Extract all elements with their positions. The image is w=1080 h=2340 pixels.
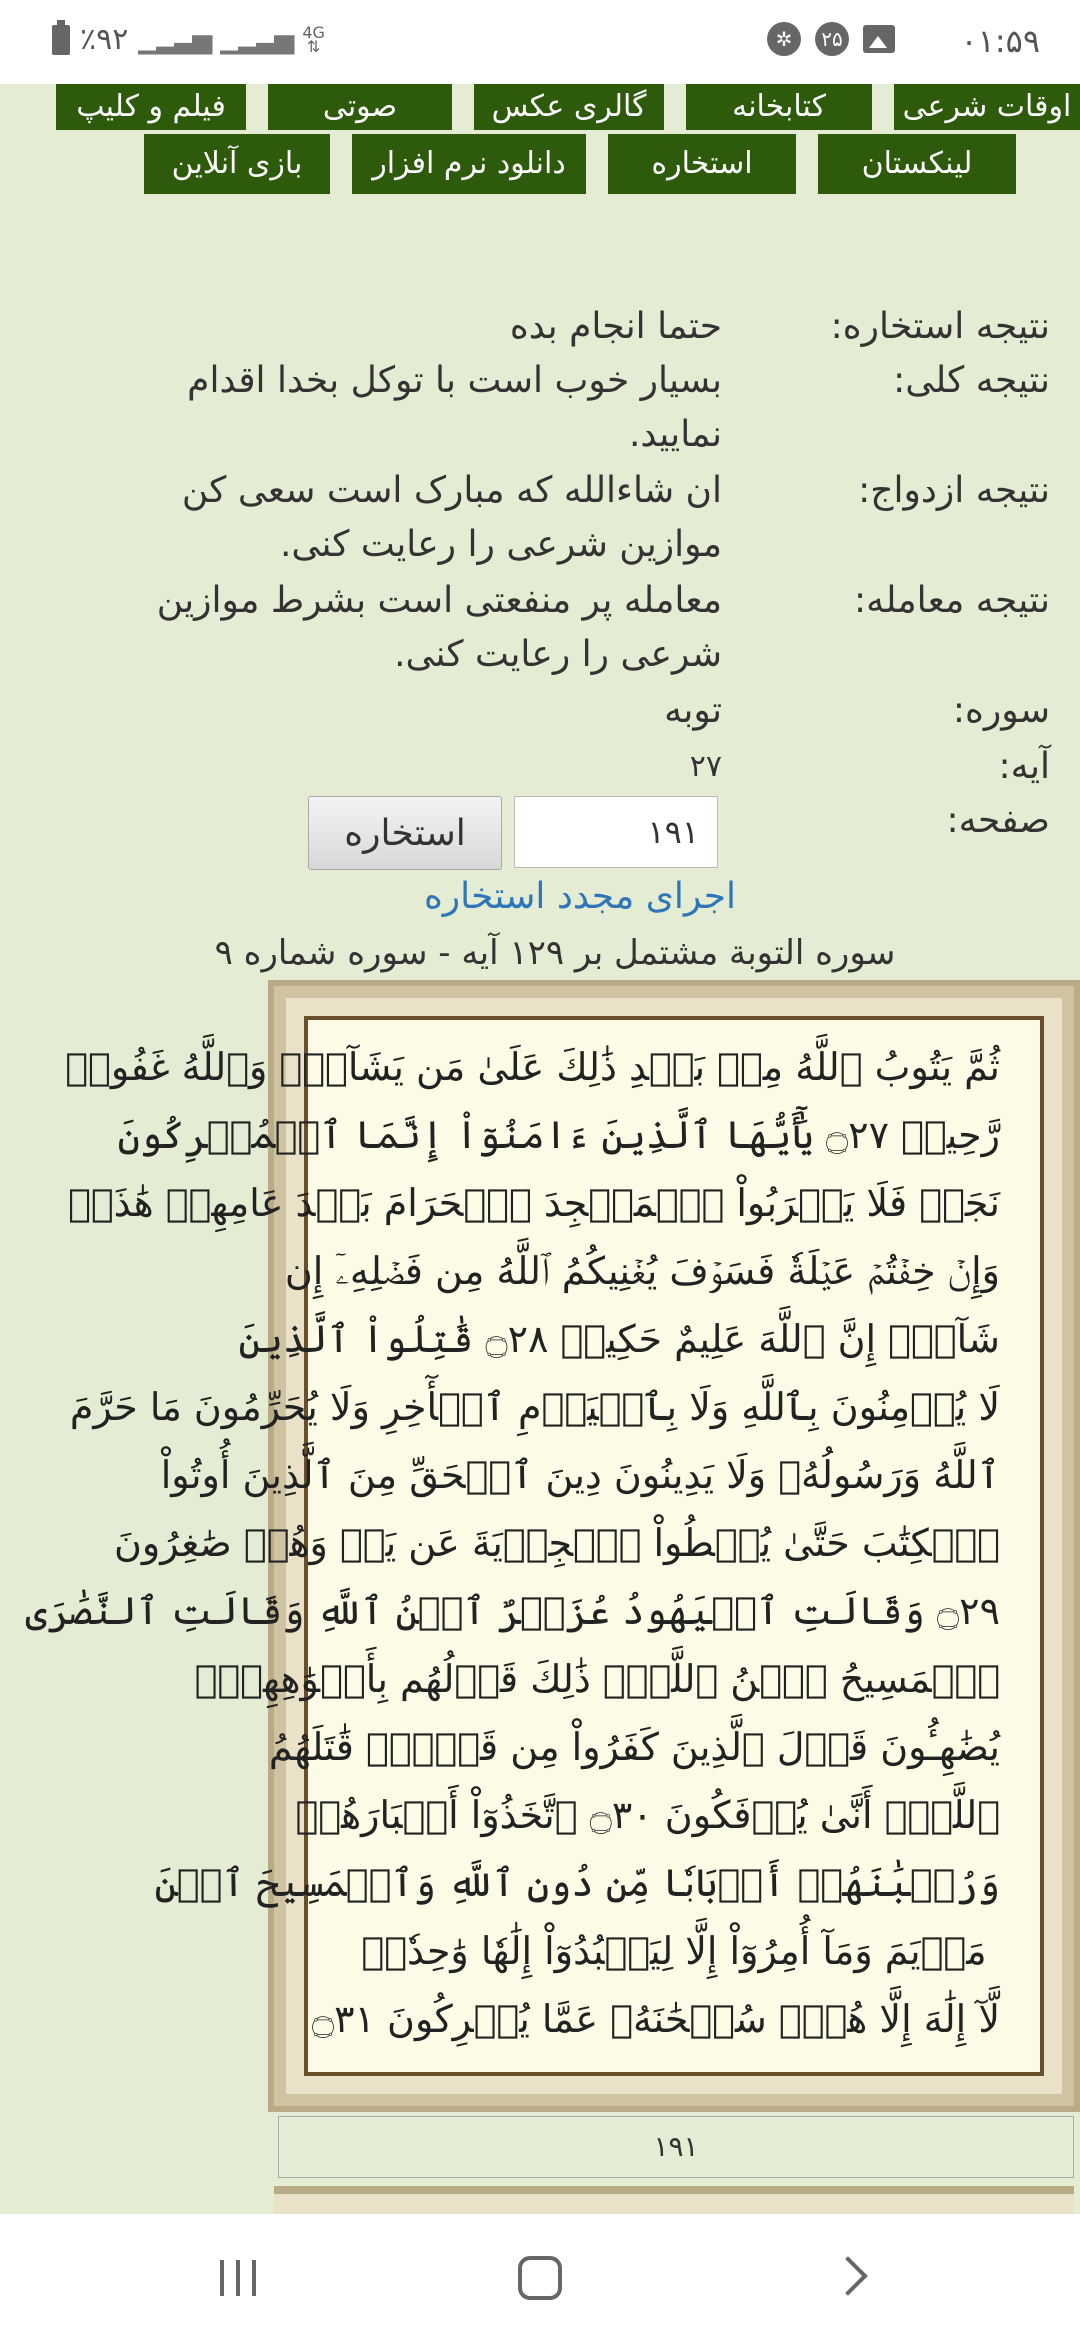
quran-line: مَرۡيَمَ وَمَآ أُمِرُوٓاْ إِلَّا لِيَعۡبُدُوٓاْ إِلَٰهٗا وَٰحِدٗاۖ xyxy=(361,1929,987,1973)
home-icon[interactable] xyxy=(510,2248,570,2308)
quran-page-frame xyxy=(25,1016,1044,2076)
marriage-value-line-2: موازین شرعی را رعایت کنی. xyxy=(279,524,722,565)
sura-value: توبه xyxy=(664,690,722,731)
quran-line: لَا يُؤۡمِنُونَ بِٱللَّهِ وَلَا بِٱلۡيَوۡمِ ٱلۡأٓخِرِ وَلَا يُحَرِّمُونَ مَا حَرَّمَ xyxy=(69,1385,1000,1429)
sura-label: سوره: xyxy=(952,690,1050,731)
deal-value-line-2: شرعی را رعایت کنی. xyxy=(394,634,722,675)
quran-line: لَّآ إِلَٰهَ إِلَّا هُوَۚ سُبۡحَٰنَهُۥ عَمَّا يُشۡرِكُونَ ۝٣١ xyxy=(311,1997,1000,2041)
quran-line: ٱللَّهُۖ أَنَّىٰ يُؤۡفَكُونَ ۝٣٠ ٱتَّخَذُوٓاْ أَحۡبَارَهُمۡ xyxy=(295,1793,1000,1837)
result-value: حتما انجام بده xyxy=(509,306,722,347)
nav-tab-library[interactable]: کتابخانه xyxy=(686,84,872,130)
quran-line: ٱلۡكِتَٰبَ حَتَّىٰ يُعۡطُواْ ٱلۡجِزۡيَةَ عَن يَدٖ وَهُمۡ صَٰغِرُونَ xyxy=(113,1521,1000,1565)
aya-label: آیه: xyxy=(998,746,1050,787)
page-label: صفحه: xyxy=(946,800,1050,841)
status-right xyxy=(767,22,895,56)
marriage-label: نتیجه ازدواج: xyxy=(858,470,1050,511)
aya-value: ۲۷ xyxy=(689,749,722,784)
nav-tab-film-clip[interactable]: فیلم و کلیپ xyxy=(56,84,246,130)
nav-tab-software-download[interactable]: دانلود نرم افزار xyxy=(352,134,586,194)
quran-line: رَّحِيمٞ ۝٢٧ يَٰٓأَيُّهَا ٱلَّذِينَ ءَامَنُوٓاْ إِنَّمَا ٱلۡمُشۡرِكُونَ xyxy=(117,1113,1000,1157)
nav-tab-photo-gallery[interactable]: گالری عکس xyxy=(474,84,664,130)
quran-line: وَرُهۡبَٰنَهُمۡ أَرۡبَابٗا مِّن دُونِ ٱللَّهِ وَٱلۡمَسِيحَ ٱبۡنَ xyxy=(154,1861,1000,1905)
settings-notification-icon: ✲ xyxy=(767,22,801,56)
nav-tab-online-games[interactable]: بازی آنلاین xyxy=(144,134,330,194)
general-value-line-1: بسیار خوب است با توکل بخدا اقدام xyxy=(187,360,722,401)
quran-page-image xyxy=(25,986,1074,2106)
notification-count-badge: ۲۵ xyxy=(815,22,849,56)
sura-info: سوره التوبة مشتمل بر ۱۲۹ آیه - سوره شماره ۹ xyxy=(214,933,896,973)
result-label: نتیجه استخاره: xyxy=(830,306,1050,347)
general-value-line-2: نمایید. xyxy=(628,414,722,455)
recent-apps-icon[interactable] xyxy=(210,2248,270,2308)
quran-line: ثُمَّ يَتُوبُ ٱللَّهُ مِنۢ بَعۡدِ ذَٰلِكَ عَلَىٰ مَن يَشَآءُۗ وَٱللَّهُ غَفُورٞ xyxy=(65,1045,1000,1089)
system-navigation-bar xyxy=(0,2214,1080,2340)
status-clock: ۰۱:۵۹ xyxy=(960,22,1040,60)
signal-icon-2: ▁▂▃▅ xyxy=(220,24,293,55)
back-icon[interactable] xyxy=(820,2248,880,2308)
network-type: 4G ⇅ xyxy=(302,22,325,56)
deal-value-line-1: معامله پر منفعتی است بشرط موازین xyxy=(156,580,722,621)
quran-line: نَجَسٞ فَلَا يَقۡرَبُواْ ٱلۡمَسۡجِدَ ٱلۡحَرَامَ بَعۡدَ عَامِهِمۡ هَٰذَاۚ xyxy=(68,1181,1000,1225)
quran-line: ٱللَّهُ وَرَسُولُهُۥ وَلَا يَدِينُونَ دِينَ ٱلۡحَقِّ مِنَ ٱلَّذِينَ أُوتُواْ xyxy=(160,1453,1000,1497)
image-notification-icon xyxy=(863,25,895,53)
quran-line: ۝٢٩ وَقَالَتِ ٱلۡيَهُودُ عُزَيۡرٌ ٱبۡنُ ٱللَّهِ وَقَالَتِ ٱلنَّصَٰرَى xyxy=(25,1589,1000,1633)
quran-line: وَإِنۡ خِفۡتُمۡ عَيۡلَةٗ فَسَوۡفَ يُغۡنِيكُمُ ٱللَّهُ مِن فَضۡلِهِۦٓ إِن xyxy=(284,1249,1000,1293)
quran-page-number: ۱۹۱ xyxy=(278,2116,1074,2178)
marriage-value-line-1: ان شاءالله که مبارک است سعی کن xyxy=(181,470,722,511)
nav-tab-audio[interactable]: صوتی xyxy=(268,84,452,130)
status-bar xyxy=(0,0,1080,84)
nav-tab-istekhare[interactable]: استخاره xyxy=(608,134,796,194)
istekhare-button[interactable]: استخاره xyxy=(308,796,502,870)
battery-percent: ٪۹۲ xyxy=(80,22,129,57)
quran-line: شَآءَۚ إِنَّ ٱللَّهَ عَلِيمٌ حَكِيمٞ ۝٢٨ قَٰتِلُواْ ٱلَّذِينَ xyxy=(238,1317,1000,1361)
deal-label: نتیجه معامله: xyxy=(854,580,1050,621)
general-label: نتیجه کلی: xyxy=(893,360,1050,401)
signal-icon: ▁▂▃▅ xyxy=(138,24,211,55)
nav-tab-links[interactable]: لینکستان xyxy=(818,134,1016,194)
quran-line: يُضَٰهِـُٔونَ قَوۡلَ ٱلَّذِينَ كَفَرُواْ مِن قَبۡلُۚ قَٰتَلَهُمُ xyxy=(268,1725,1000,1769)
page-number-input[interactable] xyxy=(514,796,718,868)
rerun-istekhare-link[interactable]: اجرای مجدد استخاره xyxy=(423,876,737,917)
nav-tab-prayer-times[interactable]: اوقات شرعی xyxy=(894,84,1080,130)
battery-icon xyxy=(52,25,70,55)
status-left xyxy=(52,22,325,57)
quran-line: ٱلۡمَسِيحُ ٱبۡنُ ٱللَّهِۖ ذَٰلِكَ قَوۡلُهُم بِأَفۡوَٰهِهِمۡۖ xyxy=(194,1657,1000,1701)
